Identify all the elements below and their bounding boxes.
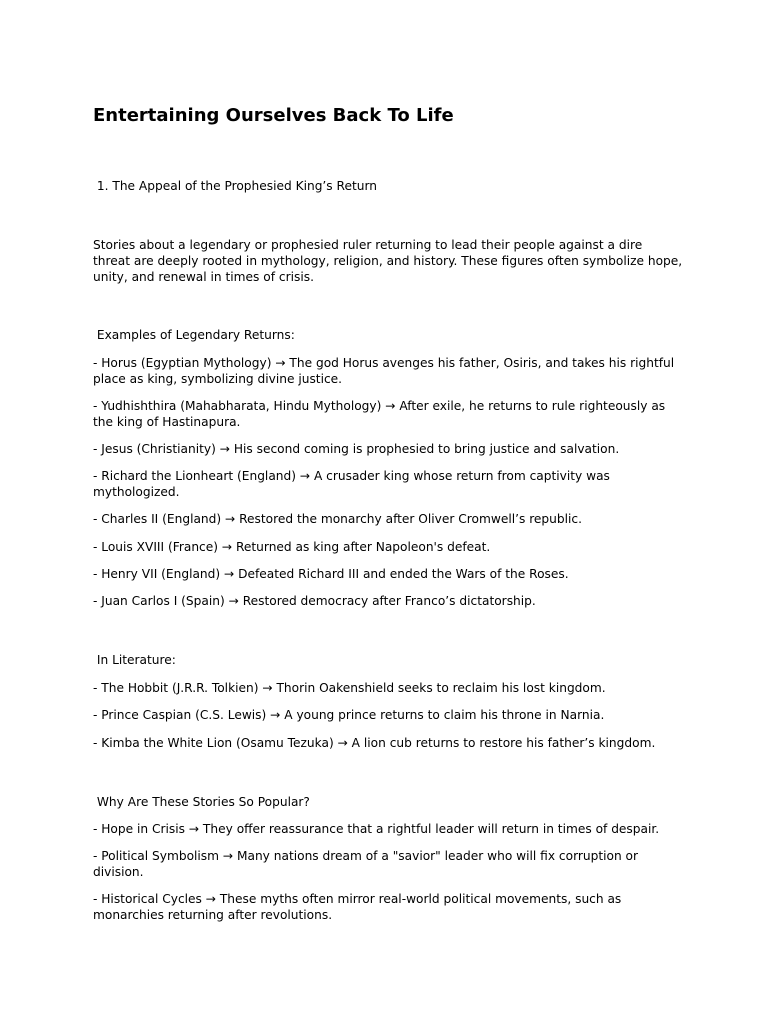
section-heading: 1. The Appeal of the Prophesied King’s Return [93, 179, 377, 193]
list-item: - Juan Carlos I (Spain) → Restored democracy after Franco’s dictatorship. [93, 594, 536, 608]
intro-paragraph: Stories about a legendary or prophesied ruler returning to lead their people against a dire threat are deeply rooted in mythology, religion, and history. These figures often symbolize hope, unity, and renewal in times of crisis. [93, 238, 683, 284]
list-item: - Kimba the White Lion (Osamu Tezuka) → A lion cub returns to restore his father’s kingdom. [93, 736, 656, 750]
list-item: - Political Symbolism → Many nations dream of a "savior" leader who will fix corruption or division. [93, 849, 639, 879]
list-item: - Horus (Egyptian Mythology) → The god Horus avenges his father, Osiris, and takes his rightful place as king, symbolizing divine justice. [93, 356, 675, 386]
document-title: Entertaining Ourselves Back To Life [93, 105, 454, 126]
list-item: - Prince Caspian (C.S. Lewis) → A young prince returns to claim his throne in Narnia. [93, 708, 605, 722]
list-item: - The Hobbit (J.R.R. Tolkien) → Thorin Oakenshield seeks to reclaim his lost kingdom. [93, 681, 606, 695]
list-item: - Louis XVIII (France) → Returned as king after Napoleon's defeat. [93, 540, 491, 554]
list-item: - Richard the Lionheart (England) → A crusader king whose return from captivity was mythologized. [93, 469, 610, 499]
examples-heading: Examples of Legendary Returns: [93, 328, 295, 342]
list-item: - Jesus (Christianity) → His second coming is prophesied to bring justice and salvation. [93, 442, 620, 456]
popularity-heading: Why Are These Stories So Popular? [93, 795, 310, 809]
list-item: - Charles II (England) → Restored the monarchy after Oliver Cromwell’s republic. [93, 512, 582, 526]
list-item: - Henry VII (England) → Defeated Richard III and ended the Wars of the Roses. [93, 567, 569, 581]
list-item: - Historical Cycles → These myths often mirror real-world political movements, such as monarchies returning after revolutions. [93, 892, 622, 922]
literature-heading: In Literature: [93, 653, 176, 667]
list-item: - Yudhishthira (Mahabharata, Hindu Mythology) → After exile, he returns to rule righteously as the king of Hastinapura. [93, 399, 666, 429]
list-item: - Hope in Crisis → They offer reassurance that a rightful leader will return in times of despair. [93, 822, 660, 836]
